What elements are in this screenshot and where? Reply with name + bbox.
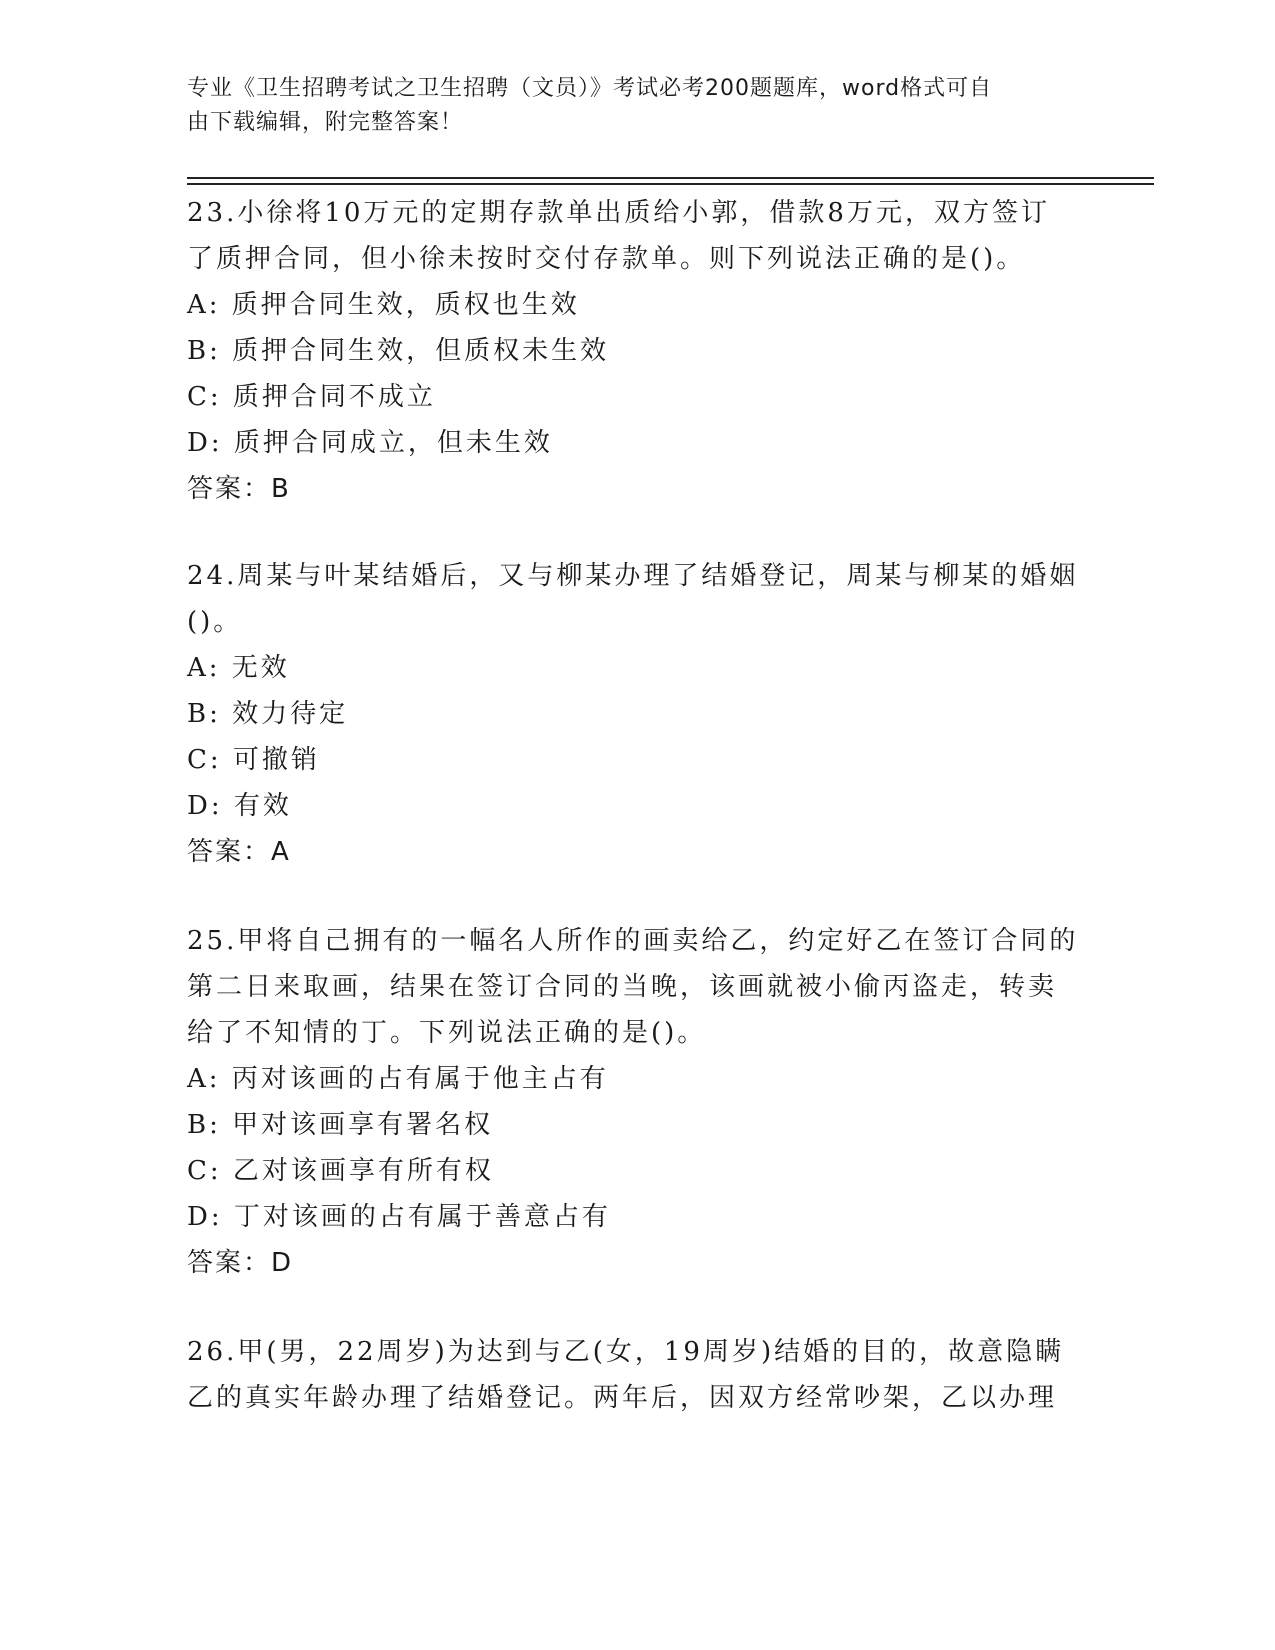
answer-text: 答案：D (187, 1248, 294, 1278)
header-line-2: 由下载编辑，附完整答案！ (187, 110, 464, 135)
question-24 (187, 553, 1087, 875)
question-26 (187, 1329, 1087, 1421)
question-stem-line: 给了不知情的丁。下列说法正确的是()。 (187, 1018, 707, 1048)
question-stem-line: ()。 (187, 607, 243, 637)
option-d: D: 丁对该画的占有属于善意占有 (187, 1202, 611, 1232)
option-c: C: 质押合同不成立 (187, 382, 436, 412)
question-stem-line: 26.甲(男，22周岁)为达到与乙(女，19周岁)结婚的目的，故意隐瞒 (187, 1337, 1065, 1367)
question-stem-line: 25.甲将自己拥有的一幅名人所作的画卖给乙，约定好乙在签订合同的 (187, 926, 1079, 956)
option-d: D: 质押合同成立，但未生效 (187, 428, 553, 458)
option-d: D: 有效 (187, 791, 292, 821)
header-divider-bottom (187, 183, 1154, 185)
question-stem-line: 第二日来取画，结果在签订合同的当晚，该画就被小偷丙盗走，转卖 (187, 972, 1058, 1002)
option-b: B: 质押合同生效，但质权未生效 (187, 336, 610, 366)
question-stem-line: 23.小徐将10万元的定期存款单出质给小郭，借款8万元，双方签订 (187, 198, 1050, 228)
option-a: A: 丙对该画的占有属于他主占有 (187, 1064, 609, 1094)
answer-text: 答案：B (187, 474, 291, 504)
question-stem-line: 乙的真实年龄办理了结婚登记。两年后，因双方经常吵架，乙以办理 (187, 1383, 1058, 1413)
option-b: B: 甲对该画享有署名权 (187, 1110, 494, 1140)
question-25 (187, 918, 1087, 1286)
answer-text: 答案：A (187, 837, 291, 867)
question-stem-line: 了质押合同，但小徐未按时交付存款单。则下列说法正确的是()。 (187, 244, 1026, 274)
option-c: C: 乙对该画享有所有权 (187, 1156, 494, 1186)
question-23 (187, 190, 1087, 512)
option-c: C: 可撤销 (187, 745, 320, 775)
document-header (187, 72, 1067, 140)
header-line-1: 专业《卫生招聘考试之卫生招聘（文员）》考试必考200题题库，word格式可自 (187, 76, 993, 101)
header-divider-top (187, 177, 1154, 179)
option-a: A: 质押合同生效，质权也生效 (187, 290, 580, 320)
option-a: A: 无效 (187, 653, 290, 683)
option-b: B: 效力待定 (187, 699, 349, 729)
question-stem-line: 24.周某与叶某结婚后，又与柳某办理了结婚登记，周某与柳某的婚姻 (187, 561, 1079, 591)
